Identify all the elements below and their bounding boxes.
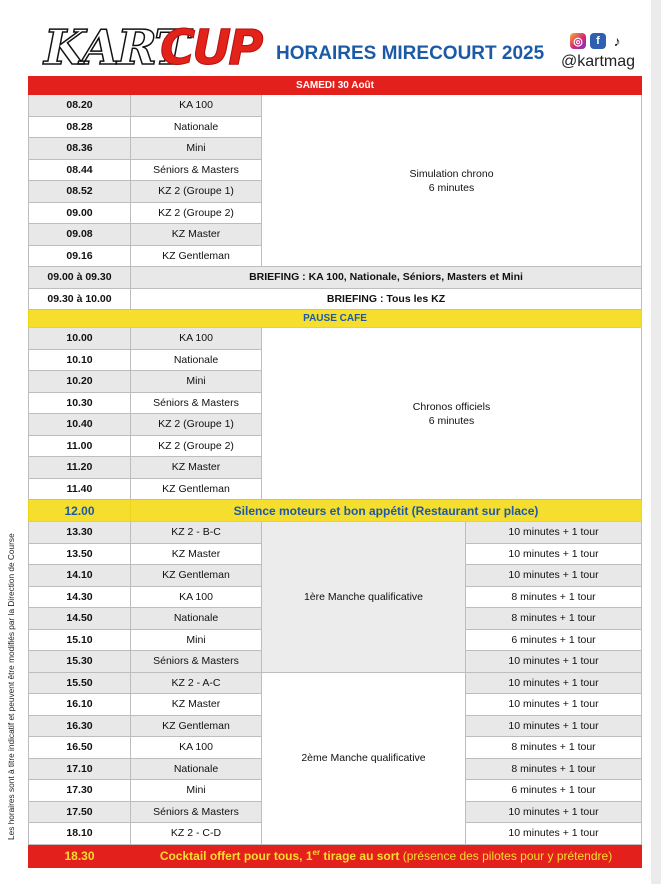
row-time: 11.20 bbox=[29, 457, 131, 479]
briefing-text: BRIEFING : Tous les KZ bbox=[131, 288, 642, 310]
schedule-row bbox=[29, 328, 642, 350]
row-duration: 10 minutes + 1 tour bbox=[466, 543, 642, 565]
row-category: KZ Gentleman bbox=[131, 245, 262, 267]
schedule-row bbox=[29, 522, 642, 544]
pause-label: PAUSE CAFE bbox=[29, 310, 642, 328]
row-time: 08.44 bbox=[29, 159, 131, 181]
row-category: KZ Master bbox=[131, 457, 262, 479]
pause-row bbox=[29, 310, 642, 328]
row-duration: 8 minutes + 1 tour bbox=[466, 737, 642, 759]
row-duration: 8 minutes + 1 tour bbox=[466, 586, 642, 608]
row-time: 15.10 bbox=[29, 629, 131, 651]
row-time: 09.08 bbox=[29, 224, 131, 246]
row-category: KA 100 bbox=[131, 586, 262, 608]
row-category: Séniors & Masters bbox=[131, 392, 262, 414]
instagram-icon[interactable]: ◎ bbox=[570, 33, 586, 49]
row-category: KZ Gentleman bbox=[131, 565, 262, 587]
final-sup: er bbox=[312, 848, 321, 857]
row-duration: 10 minutes + 1 tour bbox=[466, 801, 642, 823]
session-cell bbox=[262, 328, 642, 500]
row-category: Nationale bbox=[131, 608, 262, 630]
row-category: KZ 2 (Groupe 1) bbox=[131, 414, 262, 436]
row-category: Séniors & Masters bbox=[131, 801, 262, 823]
session-cell: 1ère Manche qualificative bbox=[262, 522, 466, 673]
logo-cup: CUP bbox=[160, 20, 261, 76]
row-category: Mini bbox=[131, 371, 262, 393]
row-duration: 10 minutes + 1 tour bbox=[466, 565, 642, 587]
row-time: 10.10 bbox=[29, 349, 131, 371]
row-time: 18.10 bbox=[29, 823, 131, 845]
row-category: KZ Gentleman bbox=[131, 715, 262, 737]
day-header: SAMEDI 30 Août bbox=[29, 77, 642, 95]
row-time: 17.50 bbox=[29, 801, 131, 823]
row-category: KZ Master bbox=[131, 224, 262, 246]
row-time: 08.36 bbox=[29, 138, 131, 160]
page-title: HORAIRES MIRECOURT 2025 bbox=[276, 43, 545, 64]
row-time: 16.10 bbox=[29, 694, 131, 716]
row-time: 10.40 bbox=[29, 414, 131, 436]
session-cell bbox=[262, 95, 642, 267]
final-text-a: Cocktail offert pour tous, 1 bbox=[159, 849, 313, 863]
final-text-b: tirage au sort bbox=[320, 849, 403, 863]
row-category: Mini bbox=[131, 138, 262, 160]
lunch-row bbox=[29, 500, 642, 522]
row-time: 08.28 bbox=[29, 116, 131, 138]
row-time: 14.50 bbox=[29, 608, 131, 630]
row-time: 14.10 bbox=[29, 565, 131, 587]
row-time: 15.50 bbox=[29, 672, 131, 694]
row-time: 11.00 bbox=[29, 435, 131, 457]
row-category: Nationale bbox=[131, 758, 262, 780]
side-note: Les horaires sont à titre indicatif et peuvent être modifiés par la Direction de Course bbox=[6, 533, 16, 840]
row-time: 08.52 bbox=[29, 181, 131, 203]
row-category: Séniors & Masters bbox=[131, 159, 262, 181]
row-category: Séniors & Masters bbox=[131, 651, 262, 673]
row-duration: 8 minutes + 1 tour bbox=[466, 608, 642, 630]
briefing-time: 09.30 à 10.00 bbox=[29, 288, 131, 310]
facebook-icon[interactable]: f bbox=[590, 33, 606, 49]
row-duration: 10 minutes + 1 tour bbox=[466, 522, 642, 544]
row-duration: 10 minutes + 1 tour bbox=[466, 694, 642, 716]
final-tail: (présence des pilotes pour y prétendre) bbox=[402, 849, 613, 863]
row-category: Mini bbox=[131, 629, 262, 651]
row-duration: 10 minutes + 1 tour bbox=[466, 823, 642, 845]
schedule-row bbox=[29, 95, 642, 117]
tiktok-icon[interactable]: ♪ bbox=[610, 33, 624, 49]
row-category: KZ 2 (Groupe 1) bbox=[131, 181, 262, 203]
row-time: 11.40 bbox=[29, 478, 131, 500]
briefing-row bbox=[29, 288, 642, 310]
row-time: 14.30 bbox=[29, 586, 131, 608]
row-category: KZ 2 (Groupe 2) bbox=[131, 435, 262, 457]
row-time: 17.10 bbox=[29, 758, 131, 780]
row-duration: 10 minutes + 1 tour bbox=[466, 672, 642, 694]
row-time: 17.30 bbox=[29, 780, 131, 802]
final-text bbox=[131, 844, 642, 867]
row-time: 16.50 bbox=[29, 737, 131, 759]
session-duration: 6 minutes bbox=[428, 181, 475, 194]
row-category: KA 100 bbox=[131, 95, 262, 117]
briefing-row bbox=[29, 267, 642, 289]
row-category: KZ Master bbox=[131, 694, 262, 716]
row-category: KZ 2 (Groupe 2) bbox=[131, 202, 262, 224]
row-category: KZ 2 - C-D bbox=[131, 823, 262, 845]
session-cell: 2ème Manche qualificative bbox=[262, 672, 466, 844]
row-time: 16.30 bbox=[29, 715, 131, 737]
logo-kart: KART bbox=[44, 20, 188, 76]
row-category: KZ 2 - A-C bbox=[131, 672, 262, 694]
row-category: KZ Master bbox=[131, 543, 262, 565]
row-category: KA 100 bbox=[131, 737, 262, 759]
row-time: 09.16 bbox=[29, 245, 131, 267]
row-duration: 6 minutes + 1 tour bbox=[466, 780, 642, 802]
final-time: 18.30 bbox=[29, 844, 131, 867]
final-row bbox=[29, 844, 642, 867]
session-line: Chronos officiels bbox=[412, 400, 491, 413]
page-gutter bbox=[651, 0, 661, 884]
row-time: 10.00 bbox=[29, 328, 131, 350]
row-duration: 10 minutes + 1 tour bbox=[466, 651, 642, 673]
row-duration: 6 minutes + 1 tour bbox=[466, 629, 642, 651]
row-time: 13.50 bbox=[29, 543, 131, 565]
row-category: KZ Gentleman bbox=[131, 478, 262, 500]
session-duration: 6 minutes bbox=[428, 414, 475, 427]
row-category: KZ 2 - B-C bbox=[131, 522, 262, 544]
row-time: 10.20 bbox=[29, 371, 131, 393]
row-time: 15.30 bbox=[29, 651, 131, 673]
row-duration: 8 minutes + 1 tour bbox=[466, 758, 642, 780]
social-icons bbox=[570, 33, 624, 49]
session-line: Simulation chrono bbox=[409, 167, 494, 180]
schedule-row bbox=[29, 672, 642, 694]
schedule-table bbox=[28, 76, 642, 868]
briefing-text: BRIEFING : KA 100, Nationale, Séniors, Masters et Mini bbox=[131, 267, 642, 289]
row-category: Nationale bbox=[131, 116, 262, 138]
row-time: 13.30 bbox=[29, 522, 131, 544]
lunch-text: Silence moteurs et bon appétit (Restaurant sur place) bbox=[131, 500, 642, 522]
kartcup-logo bbox=[44, 22, 264, 74]
row-category: KA 100 bbox=[131, 328, 262, 350]
row-duration: 10 minutes + 1 tour bbox=[466, 715, 642, 737]
social-handle: @kartmag bbox=[561, 53, 636, 70]
row-time: 08.20 bbox=[29, 95, 131, 117]
day-header-row bbox=[29, 77, 642, 95]
row-time: 10.30 bbox=[29, 392, 131, 414]
briefing-time: 09.00 à 09.30 bbox=[29, 267, 131, 289]
row-category: Nationale bbox=[131, 349, 262, 371]
row-time: 09.00 bbox=[29, 202, 131, 224]
row-category: Mini bbox=[131, 780, 262, 802]
lunch-time: 12.00 bbox=[29, 500, 131, 522]
